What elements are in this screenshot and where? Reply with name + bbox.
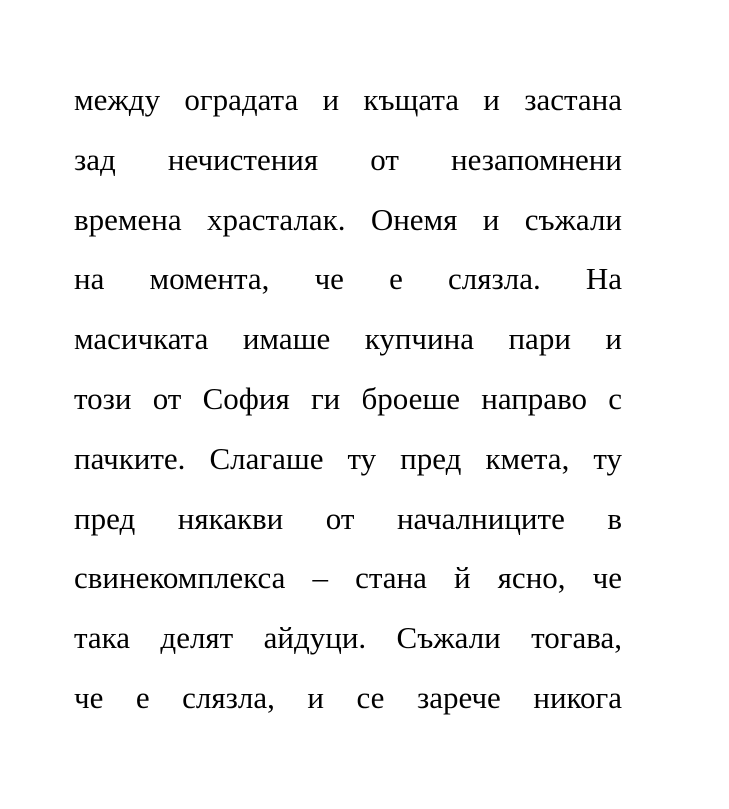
text-line: зад нечистения от незапомнени: [74, 141, 622, 177]
text-line: че е слязла, и се зарече никога: [74, 679, 622, 715]
text-line: масичката имаше купчина пари и: [74, 321, 622, 357]
text-line: свинекомплекса – стана й ясно, че: [74, 560, 622, 596]
text-line: пред някакви от началниците в: [74, 500, 622, 536]
text-line: така делят айдуци. Съжали тогава,: [74, 620, 622, 656]
text-line: времена храсталак. Онемя и съжали: [74, 201, 622, 237]
body-text: [74, 70, 622, 728]
text-line: между оградата и къщата и застана: [74, 82, 622, 117]
text-line: този от София ги броеше направо с: [74, 380, 622, 416]
text-line: на момента, че е слязла. На: [74, 261, 622, 297]
text-line: пачките. Слагаше ту пред кмета, ту: [74, 440, 622, 476]
